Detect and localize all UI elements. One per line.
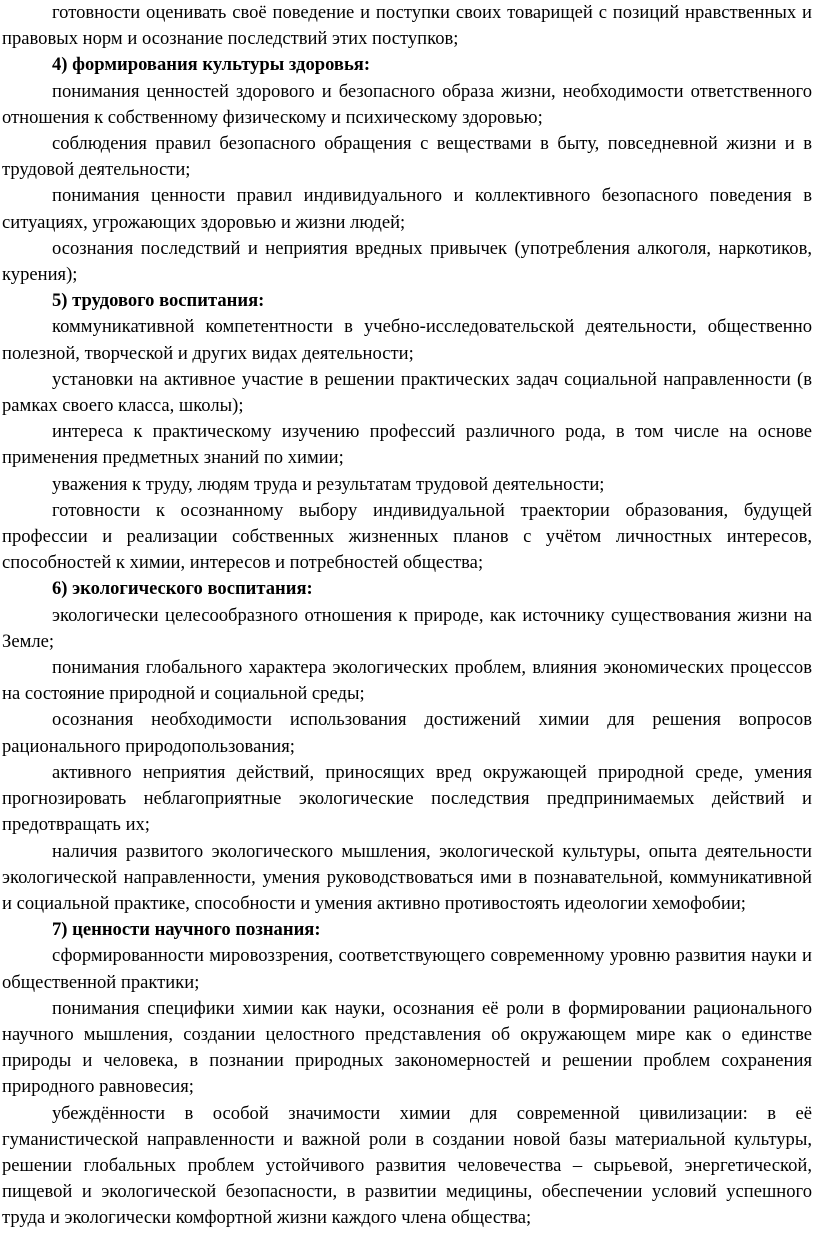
paragraph: уважения к труду, людям труда и результатам трудовой деятельности; [52, 473, 605, 495]
paragraph: сформированности мировоззрения, соответствующего современному уровню развития науки и общественной практики; [2, 945, 812, 993]
paragraph: готовности к осознанному выбору индивидуальной траектории образования, будущей профессии и реализации собственных жизненных планов с учётом личностных интересов, способностей к химии, интересов и потребностей общества; [2, 499, 812, 574]
section-heading: 6) экологического воспитания: [52, 578, 313, 600]
paragraph: наличия развитого экологического мышления, экологической культуры, опыта деятельности экологической направленности, умения руководствоваться ими в познавательной, коммуникативной и социальной практике, способности и умения активно противостоять идеологии хемофобии; [2, 840, 812, 914]
section-heading: 7) ценности научного познания: [52, 919, 321, 941]
paragraph: интереса к практическому изучению профессий различного рода, в том числе на основе применения предметных знаний по химии; [2, 421, 812, 469]
paragraph: соблюдения правил безопасного обращения с веществами в быту, повседневной жизни и в трудовой деятельности; [2, 133, 812, 181]
paragraph: активного неприятия действий, приносящих вред окружающей природной среде, умения прогнозировать неблагоприятные экологические последствия предпринимаемых действий и предотвращать их; [2, 761, 812, 836]
paragraph: понимания ценностей здорового и безопасного образа жизни, необходимости ответственного отношения к собственному физическому и психическому здоровью; [2, 80, 812, 128]
paragraph: убеждённости в особой значимости химии для современной цивилизации: в её гуманистической направленности и важной роли в создании новой базы материальной культуры, решении глобальных проблем устойчивого развития человечества – сырьевой, энергетической, пищевой и экологической безопасности, в развитии медицины, обеспечении условий успешного труда и экологически комфортной жизни каждого члена общества; [2, 1102, 812, 1229]
paragraph: осознания необходимости использования достижений химии для решения вопросов рационального природопользования; [2, 709, 812, 757]
paragraph: готовности оценивать своё поведение и поступки своих товарищей с позиций нравственных и правовых норм и осознание последствий этих поступков; [2, 2, 812, 50]
paragraph: понимания специфики химии как науки, осознания её роли в формировании рационального научного мышления, создании целостного представления об окружающем мире как о единстве природы и человека, в познании природных закономерностей и решении проблем сохранения природного равновесия; [2, 997, 812, 1098]
section-heading: 4) формирования культуры здоровья: [52, 54, 371, 76]
paragraph: осознания последствий и неприятия вредных привычек (употребления алкоголя, наркотиков, курения); [2, 237, 812, 286]
paragraph: установки на активное участие в решении практических задач социальной направленности (в рамках своего класса, школы); [2, 368, 812, 417]
paragraph: понимания ценности правил индивидуального и коллективного безопасного поведения в ситуациях, угрожающих здоровью и жизни людей; [2, 185, 812, 233]
paragraph: понимания глобального характера экологических проблем, влияния экономических процессов на состояние природной и социальной среды; [2, 657, 812, 705]
section-heading: 5) трудового воспитания: [52, 290, 265, 312]
paragraph: коммуникативной компетентности в учебно-исследовательской деятельности, общественно полезной, творческой и других видах деятельности; [2, 316, 812, 364]
paragraph: экологически целесообразного отношения к природе, как источнику существования жизни на Земле; [2, 604, 812, 652]
